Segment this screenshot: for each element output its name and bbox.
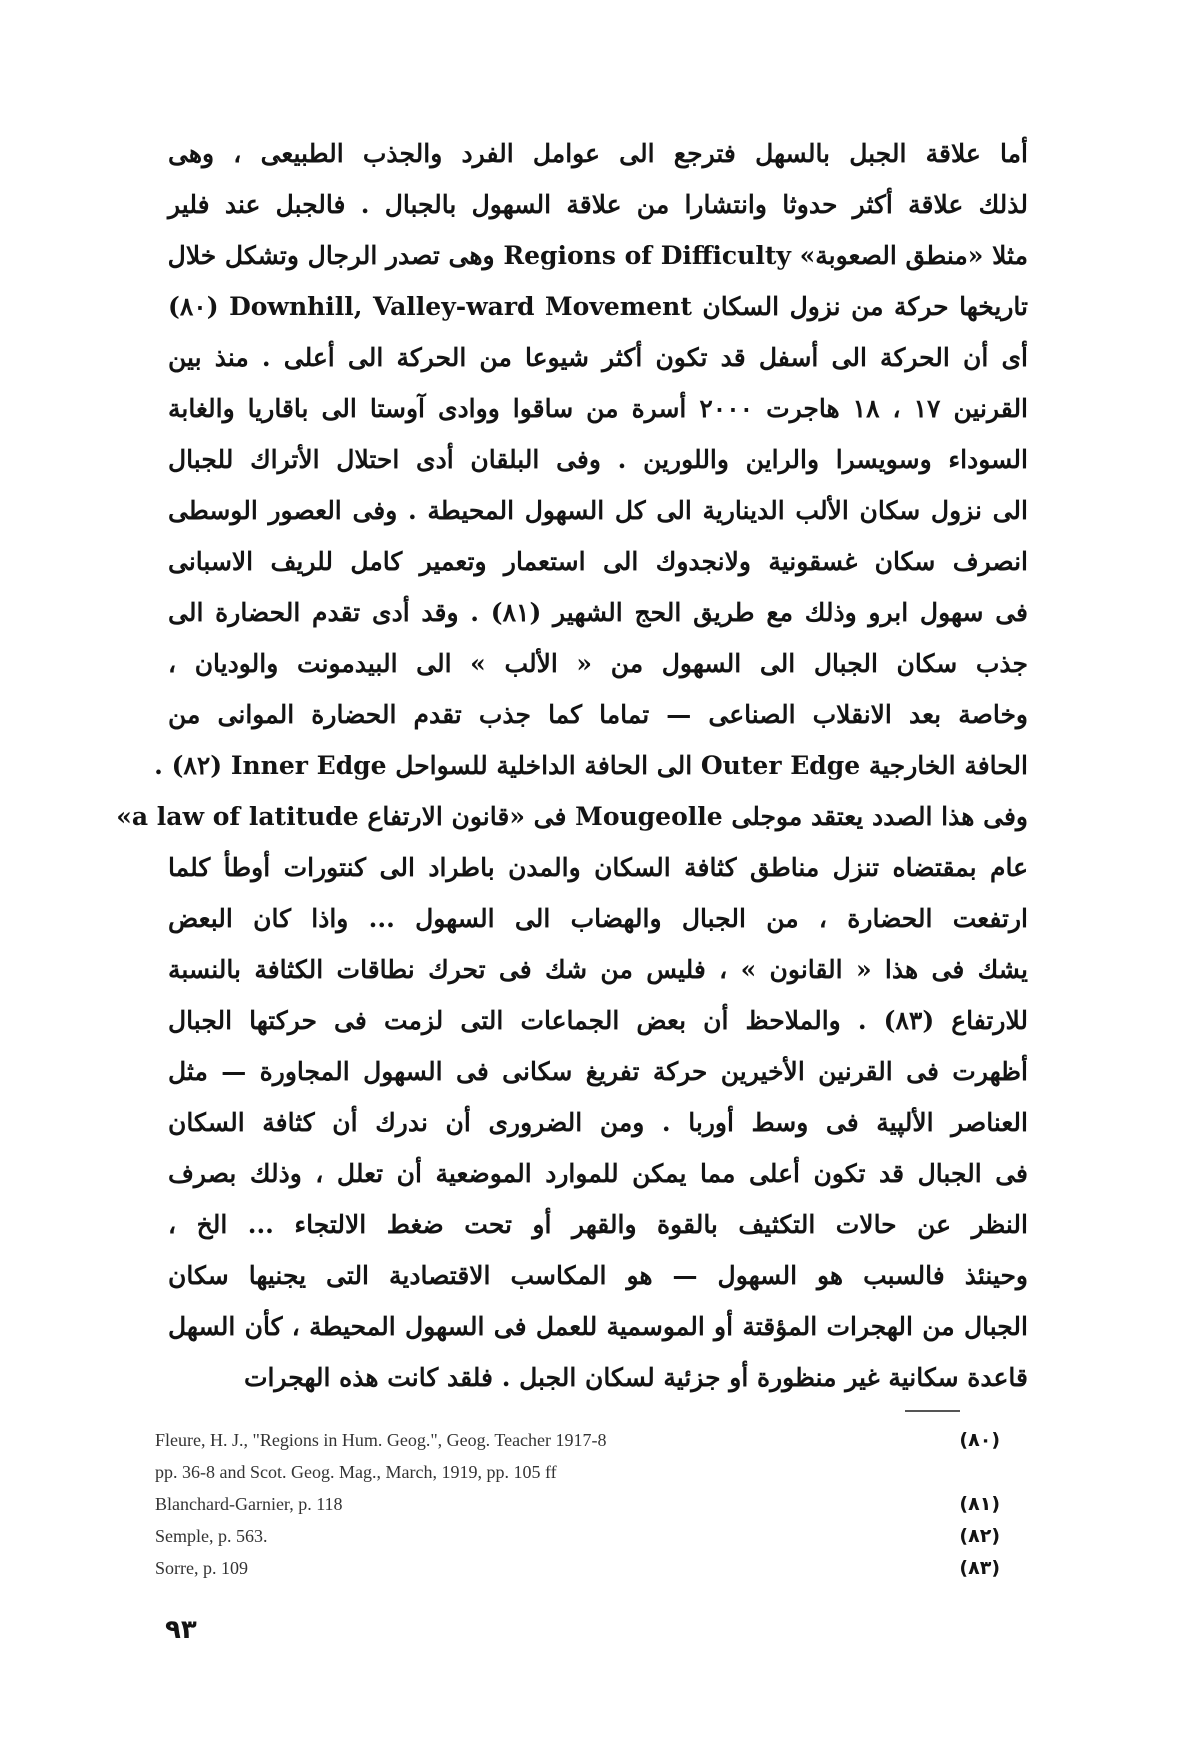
- body-line: الحافة الخارجية Outer Edge الى الحافة الداخلية للسواحل Inner Edge (٨٢) .: [154, 751, 1028, 780]
- footnote-text: Fleure, H. J., "Regions in Hum. Geog.", Geog. Teacher 1917-8: [155, 1430, 607, 1450]
- body-line: عام بمقتضاه تنزل مناطق كثافة السكان والمدن باطراد الى كنتورات أوطأ كلما: [168, 853, 1028, 882]
- footnote-text: Blanchard-Garnier, p. 118: [155, 1494, 343, 1514]
- body-line: الى نزول سكان الألب الدينارية الى كل السهول المحيطة . وفى العصور الوسطى: [168, 496, 1028, 525]
- footnote-number: (٨٢): [959, 1525, 1000, 1547]
- footnote-separator: [905, 1410, 960, 1412]
- body-line: قاعدة سكانية غير منظورة أو جزئية لسكان الجبل . فلقد كانت هذه الهجرات: [243, 1363, 1028, 1392]
- footnote-text: Semple, p. 563.: [155, 1526, 268, 1546]
- body-line: تاريخها حركة من نزول السكان Downhill, Valley-ward Movement (٨٠): [168, 292, 1028, 321]
- body-line: السوداء وسويسرا والراين واللورين . وفى البلقان أدى احتلال الأتراك للجبال: [168, 445, 1028, 474]
- body-line: للارتفاع (٨٣) . والملاحظ أن بعض الجماعات التى لزمت فى حركتها الجبال: [168, 1006, 1029, 1035]
- body-line: لذلك علاقة أكثر حدوثا وانتشارا من علاقة السهول بالجبال . فالجبل عند فلير: [168, 190, 1028, 219]
- footnote-number: (٨٣): [959, 1557, 1000, 1579]
- body-line: وحينئذ فالسبب هو السهول — هو المكاسب الاقتصادية التى يجنيها سكان: [168, 1261, 1028, 1290]
- body-text: [116, 128, 1029, 1403]
- body-line: فى سهول ابرو وذلك مع طريق الحج الشهير (٨١) . وقد أدى تقدم الحضارة الى: [168, 598, 1028, 627]
- footnote: [155, 1424, 1000, 1456]
- footnote-number: (٨٠): [959, 1429, 1000, 1451]
- page-number: ٩٣: [165, 1615, 197, 1645]
- footnotes: [155, 1424, 1000, 1584]
- body-line: وخاصة بعد الانقلاب الصناعى — تماما كما جذب تقدم الحضارة الموانى من: [168, 700, 1028, 729]
- footnote-text: Sorre, p. 109: [155, 1558, 248, 1578]
- body-line: أى أن الحركة الى أسفل قد تكون أكثر شيوعا من الحركة الى أعلى . منذ بين: [168, 343, 1028, 372]
- footnote: [155, 1456, 1000, 1488]
- body-line: العناصر الألپية فى وسط أوربا . ومن الضرورى أن ندرك أن كثافة السكان: [168, 1108, 1028, 1137]
- footnote-number: (٨١): [959, 1493, 1000, 1515]
- body-line: النظر عن حالات التكثيف بالقوة والقهر أو تحت ضغط الالتجاء ... الخ ،: [168, 1210, 1028, 1239]
- body-line: ارتفعت الحضارة ، من الجبال والهضاب الى السهول ... واذا كان البعض: [168, 904, 1028, 933]
- body-line: القرنين ١٧ ، ١٨ هاجرت ٢٠٠٠ أسرة من ساقوا ووادى آوستا الى باقاريا والغابة: [168, 394, 1029, 423]
- body-line: الجبال من الهجرات المؤقتة أو الموسمية للعمل فى السهول المحيطة ، كأن السهل: [168, 1312, 1028, 1341]
- footnote: [155, 1488, 1000, 1520]
- footnote: [155, 1520, 1000, 1552]
- footnote-text: pp. 36-8 and Scot. Geog. Mag., March, 1919, pp. 105 ff: [155, 1462, 557, 1482]
- body-line: فى الجبال قد تكون أعلى مما يمكن للموارد الموضعية أن تعلل ، وذلك بصرف: [168, 1159, 1028, 1188]
- body-line: مثلا «منطق الصعوبة» Regions of Difficulty وهى تصدر الرجال وتشكل خلال: [167, 241, 1028, 270]
- body-line: أظهرت فى القرنين الأخيرين حركة تفريغ سكانى فى السهول المجاورة — مثل: [168, 1057, 1028, 1086]
- body-line: أما علاقة الجبل بالسهل فترجع الى عوامل الفرد والجذب الطبيعى ، وهى: [168, 139, 1028, 168]
- body-line: جذب سكان الجبال الى السهول من « الألب » الى البيدمونت والوديان ،: [168, 649, 1028, 678]
- body-line: وفى هذا الصدد يعتقد موجلى Mougeolle فى «قانون الارتفاع a law of latitude»: [116, 802, 1028, 831]
- body-line: يشك فى هذا « القانون » ، فليس من شك فى تحرك نطاقات الكثافة بالنسبة: [168, 955, 1028, 984]
- body-line: انصرف سكان غسقونية ولانجدوك الى استعمار وتعمير كامل للريف الاسبانى: [168, 547, 1028, 576]
- footnote: [155, 1552, 1000, 1584]
